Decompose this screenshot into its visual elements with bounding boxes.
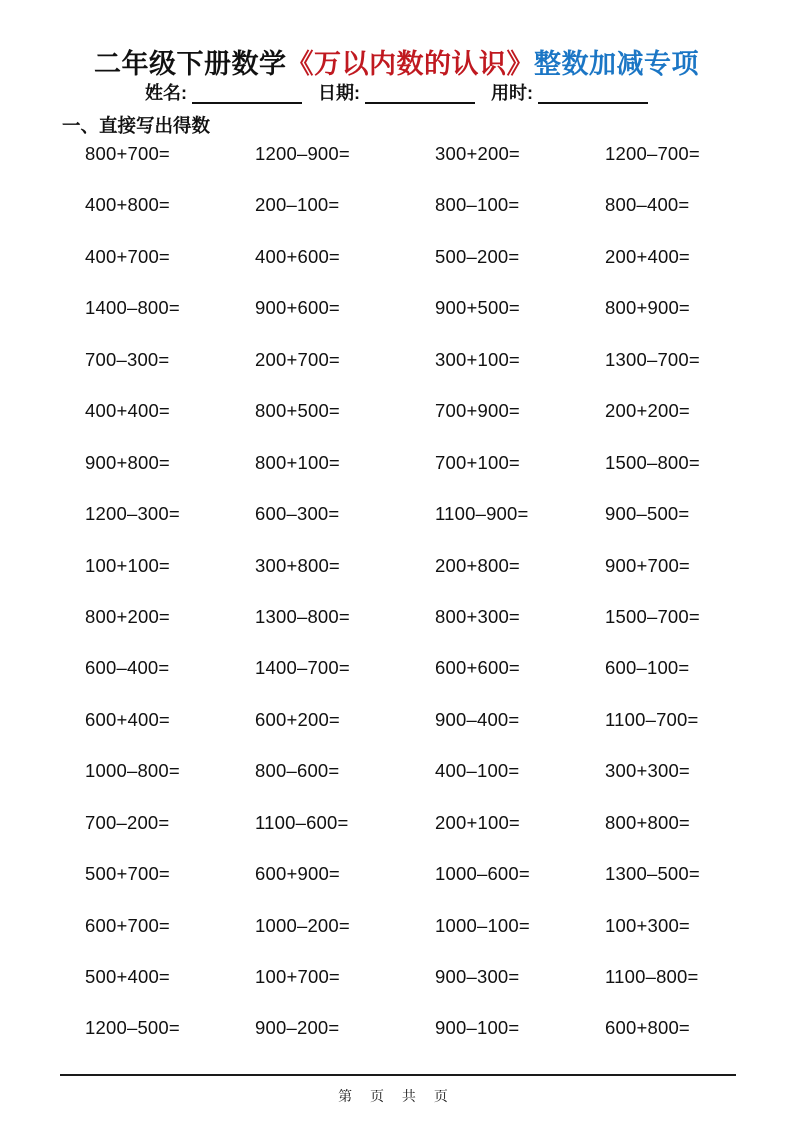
- problem: 900+800=: [85, 451, 170, 473]
- problems-grid: [85, 142, 745, 1068]
- date-label: 日期:: [318, 83, 360, 103]
- problem: 100+700=: [255, 966, 340, 987]
- problem: 400+400=: [85, 400, 170, 422]
- problem: 600+400=: [85, 708, 170, 730]
- problem: 400–100=: [435, 760, 520, 782]
- section-heading: 一、直接写出得数: [62, 115, 211, 136]
- problem: 200+800=: [435, 554, 520, 576]
- page-title: [0, 42, 793, 81]
- name-blank-line: [192, 83, 302, 104]
- problem: 900–200=: [255, 1017, 340, 1039]
- problem: 500+700=: [85, 863, 170, 885]
- problem: 800+300=: [435, 605, 520, 627]
- problem: 300+200=: [435, 143, 520, 164]
- problem: 800+800=: [605, 811, 690, 833]
- problem: 600–400=: [85, 657, 170, 679]
- problem: 600–300=: [255, 503, 340, 525]
- problem: 1200–900=: [255, 143, 350, 164]
- problem: 1500–700=: [605, 605, 700, 627]
- problem: 700–200=: [85, 811, 170, 833]
- name-field: [145, 82, 302, 104]
- problem: 800–100=: [435, 194, 520, 216]
- problem: 600+900=: [255, 863, 340, 885]
- problem: 600+700=: [85, 914, 170, 936]
- time-label: 用时:: [491, 83, 533, 103]
- problem: 600+600=: [435, 657, 520, 679]
- problem: 1000–800=: [85, 760, 180, 782]
- problem: 200+400=: [605, 245, 690, 267]
- problem: 900+500=: [435, 297, 520, 319]
- date-blank-line: [365, 83, 475, 104]
- footer-divider: [60, 1074, 736, 1076]
- problem: 1100–600=: [255, 811, 349, 833]
- problem: 100+100=: [85, 554, 170, 576]
- problem: 800–400=: [605, 194, 690, 216]
- problem: 200–100=: [255, 194, 340, 216]
- problem: 1200–700=: [605, 143, 700, 164]
- info-fields: [0, 82, 793, 104]
- problem: 800+200=: [85, 605, 170, 627]
- problem: 800+900=: [605, 297, 690, 319]
- problem: 1100–800=: [605, 966, 699, 987]
- name-label: 姓名:: [145, 83, 187, 103]
- problem: 300+100=: [435, 348, 520, 370]
- problem: 1300–700=: [605, 348, 700, 370]
- problem: 200+100=: [435, 811, 520, 833]
- problem: 1400–700=: [255, 657, 350, 679]
- problem: 1300–800=: [255, 605, 350, 627]
- title-grade-part: 二年级下册数学: [94, 49, 287, 80]
- problem: 100+300=: [605, 914, 690, 936]
- problem: 800+700=: [85, 143, 170, 164]
- page-number-footer: 第 页 共 页: [338, 1088, 455, 1104]
- problem: 700–300=: [85, 348, 170, 370]
- problem: 800+100=: [255, 451, 340, 473]
- problem: 500+400=: [85, 966, 170, 987]
- problem: 300+300=: [605, 760, 690, 782]
- problem: 1000–100=: [435, 914, 530, 936]
- problem: 1400–800=: [85, 297, 180, 319]
- problem: 900–300=: [435, 966, 520, 987]
- time-blank-line: [538, 83, 648, 104]
- problem: 1000–200=: [255, 914, 350, 936]
- problem: 300+800=: [255, 554, 340, 576]
- problem: 800+500=: [255, 400, 340, 422]
- problem: 900+600=: [255, 297, 340, 319]
- problem: 400+800=: [85, 194, 170, 216]
- title-highlight-red: 《万以内数的认识》: [286, 49, 534, 80]
- problem: 200+200=: [605, 400, 690, 422]
- problem: 900–500=: [605, 503, 690, 525]
- problem: 700+100=: [435, 451, 520, 473]
- problem: 1000–600=: [435, 863, 530, 885]
- problem: 600+800=: [605, 1017, 690, 1039]
- problem: 600–100=: [605, 657, 690, 679]
- date-field: [318, 82, 475, 104]
- title-highlight-blue: 整数加减专项: [534, 49, 699, 80]
- problem: 1200–500=: [85, 1017, 180, 1039]
- problem: 1300–500=: [605, 863, 700, 885]
- problem: 900–100=: [435, 1017, 520, 1039]
- problem: 1500–800=: [605, 451, 700, 473]
- problem: 1100–700=: [605, 708, 699, 730]
- problem: 900+700=: [605, 554, 690, 576]
- problem: 1100–900=: [435, 503, 529, 525]
- problem: 500–200=: [435, 245, 520, 267]
- problem: 400+600=: [255, 245, 340, 267]
- problem: 700+900=: [435, 400, 520, 422]
- problem: 600+200=: [255, 708, 340, 730]
- problem: 800–600=: [255, 760, 340, 782]
- problem: 200+700=: [255, 348, 340, 370]
- problem: 900–400=: [435, 708, 520, 730]
- problem: 1200–300=: [85, 503, 180, 525]
- time-field: [491, 82, 648, 104]
- problem: 400+700=: [85, 245, 170, 267]
